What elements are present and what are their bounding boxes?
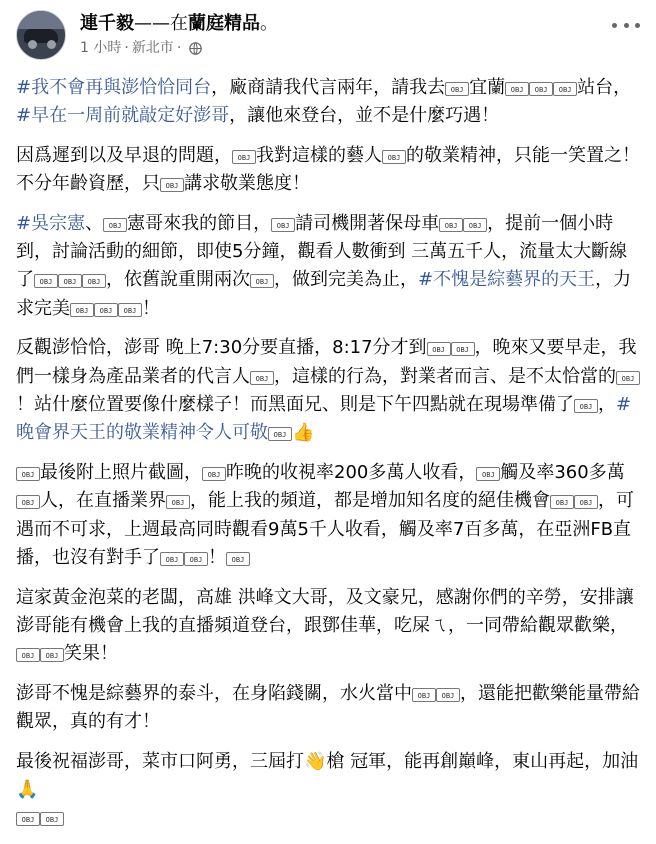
obj-glyph: OBJ xyxy=(550,495,574,509)
text: ， xyxy=(598,394,616,416)
text: 我對這樣的藝人 xyxy=(256,144,382,166)
paragraph-6 xyxy=(16,584,642,669)
obj-glyph: OBJ xyxy=(226,552,250,566)
text: 槍 冠軍，能再創巔峰，東山再起，加油 xyxy=(326,750,639,772)
hashtag-link[interactable]: #我不會再與澎恰恰同台 xyxy=(16,77,212,98)
text: 最後祝福澎哥，菜市口阿勇，三屆打 xyxy=(16,750,304,772)
obj-glyph: OBJ xyxy=(82,274,106,288)
meta-separator: · xyxy=(176,40,182,56)
globe-icon[interactable] xyxy=(189,42,202,55)
text: ，提前一個小時到，討論活動的細節，即使5分鐘，觀看人數衝到 三萬五千人，流量太大斷線了 xyxy=(16,212,628,291)
folded-hands-emoji: 🙏 xyxy=(16,778,39,800)
waving-hand-emoji: 👋 xyxy=(304,750,327,772)
text: ，晚來又要早走，我們一樣身為產品業者的代言人 xyxy=(16,337,637,387)
text: ，做到完美為止， xyxy=(274,269,418,291)
text: ，力求完美 xyxy=(16,269,632,319)
title-suffix: 。 xyxy=(260,13,278,34)
obj-glyph: OBJ xyxy=(58,274,82,288)
text: ，廠商請我代言兩年，請我去 xyxy=(211,77,446,98)
text: 昨晚的收視率200多萬人收看， xyxy=(226,461,477,483)
text: ，還能把歡樂能量帶給觀眾，真的有才！ xyxy=(16,682,640,733)
paragraph-5 xyxy=(16,459,642,573)
thumbs-up-emoji: 👍 xyxy=(292,422,315,444)
text: 憲哥來我的節目， xyxy=(127,212,272,234)
text: ，可遇而不可求，上週最高同時觀看9萬5千人收看，觸及率7百多萬，在亞洲FB直播，也沒有對手了 xyxy=(16,490,634,569)
text: 的敬業精神，只能一笑置之！不分年齡資歷，只 xyxy=(16,144,640,195)
obj-glyph: OBJ xyxy=(439,218,463,232)
obj-glyph: OBJ xyxy=(34,274,58,288)
obj-glyph: OBJ xyxy=(250,371,274,385)
more-dot xyxy=(635,23,640,28)
obj-glyph: OBJ xyxy=(40,648,64,662)
text: 、 xyxy=(85,212,104,234)
obj-glyph: OBJ xyxy=(529,82,553,96)
text: ，依舊說重開兩次 xyxy=(106,269,250,291)
obj-glyph: OBJ xyxy=(70,303,94,317)
obj-glyph: OBJ xyxy=(412,688,436,702)
avatar-wheel xyxy=(28,40,37,49)
author-name[interactable]: 連千毅 xyxy=(80,13,134,34)
obj-glyph: OBJ xyxy=(16,648,40,662)
paragraph-4 xyxy=(16,334,642,448)
text: 觸及率360多萬 xyxy=(500,461,625,483)
obj-glyph: OBJ xyxy=(166,495,190,509)
meta-separator: · xyxy=(124,40,129,56)
obj-glyph: OBJ xyxy=(382,150,406,164)
hashtag-link[interactable]: #晚會界天王的敬業精神令人可敬 xyxy=(16,394,632,444)
post-meta xyxy=(80,38,202,58)
obj-glyph: OBJ xyxy=(574,399,598,413)
avatar-background xyxy=(17,11,66,29)
obj-glyph: OBJ xyxy=(451,342,475,356)
more-icon[interactable] xyxy=(612,18,640,32)
avatar-wheel xyxy=(47,40,56,49)
obj-glyph: OBJ xyxy=(463,218,487,232)
text: ！ xyxy=(142,297,160,319)
hashtag-link[interactable]: #吳宗憲 xyxy=(16,212,86,234)
text: ！站什麼位置要像什麼樣子！而黑面兄、則是下午四點就在現場準備了 xyxy=(16,394,574,416)
paragraph-1 xyxy=(16,74,642,131)
obj-glyph: OBJ xyxy=(268,427,292,441)
title-at: 在 xyxy=(170,13,188,34)
text: 因爲遲到以及早退的問題， xyxy=(16,144,232,166)
obj-glyph: OBJ xyxy=(232,150,256,164)
obj-glyph: OBJ xyxy=(271,218,295,232)
text: 站台， xyxy=(577,77,632,98)
obj-glyph: OBJ xyxy=(94,303,118,317)
paragraph-3 xyxy=(16,210,642,324)
obj-glyph: OBJ xyxy=(118,303,142,317)
hashtag-link[interactable]: #不愧是綜藝界的天王 xyxy=(418,269,596,291)
obj-glyph: OBJ xyxy=(103,218,127,232)
text: 宜蘭 xyxy=(469,77,506,98)
obj-glyph: OBJ xyxy=(445,82,469,96)
text: 這家黃金泡菜的老闆，高雄 洪峰文大哥，及文豪兄，感謝你們的辛勞，安排讓澎哥能有機會上我的直播頻道登台，跟鄧佳華，吃屎ㄟ，一同帶給觀眾歡樂， xyxy=(16,586,634,636)
hashtag-link[interactable]: #早在一周前就敲定好澎哥 xyxy=(16,105,230,127)
obj-glyph: OBJ xyxy=(505,82,529,96)
paragraph-2 xyxy=(16,142,642,199)
text: 人，在直播業界 xyxy=(40,490,166,512)
text: 請司機開著保母車 xyxy=(295,212,440,234)
obj-glyph: OBJ xyxy=(16,495,40,509)
obj-glyph: OBJ xyxy=(16,467,40,481)
obj-glyph: OBJ xyxy=(160,552,184,566)
post-title-line xyxy=(80,12,278,36)
post-location[interactable]: 新北市 xyxy=(131,40,174,56)
tagged-page-name[interactable]: 蘭庭精品 xyxy=(188,13,260,34)
obj-glyph: OBJ xyxy=(16,812,40,826)
text: 反觀澎恰恰，澎哥 晚上7:30分要直播，8:17分才到 xyxy=(16,337,427,359)
obj-glyph: OBJ xyxy=(436,688,460,702)
text: 講求敬業態度！ xyxy=(184,173,310,195)
obj-glyph: OBJ xyxy=(616,371,640,385)
obj-glyph: OBJ xyxy=(160,178,184,192)
text: 最後附上照片截圖， xyxy=(40,461,202,483)
more-dot xyxy=(624,23,629,28)
text: 笑果！ xyxy=(64,643,118,665)
post-body xyxy=(16,74,642,844)
obj-glyph: OBJ xyxy=(427,342,451,356)
obj-glyph: OBJ xyxy=(553,82,577,96)
text: ，能上我的頻道，都是增加知名度的絕佳機會 xyxy=(190,490,550,512)
title-dash: —— xyxy=(134,13,170,34)
paragraph-7 xyxy=(16,680,642,737)
obj-glyph: OBJ xyxy=(250,274,274,288)
post-header xyxy=(16,10,640,62)
author-avatar[interactable] xyxy=(16,10,66,60)
obj-glyph: OBJ xyxy=(40,812,64,826)
text: 澎哥不愧是綜藝界的泰斗，在身陷錢關，水火當中 xyxy=(16,682,412,704)
text: ！ xyxy=(208,547,226,569)
obj-glyph: OBJ xyxy=(202,467,226,481)
obj-glyph: OBJ xyxy=(476,467,500,481)
paragraph-8 xyxy=(16,748,642,833)
obj-glyph: OBJ xyxy=(184,552,208,566)
text: ，這樣的行為，對業者而言、是不太恰當的 xyxy=(274,365,616,387)
obj-glyph: OBJ xyxy=(574,495,598,509)
more-dot xyxy=(612,23,617,28)
text: ，讓他來登台，並不是什麼巧遇！ xyxy=(229,105,500,127)
post-time[interactable]: 1 小時 xyxy=(80,40,122,56)
